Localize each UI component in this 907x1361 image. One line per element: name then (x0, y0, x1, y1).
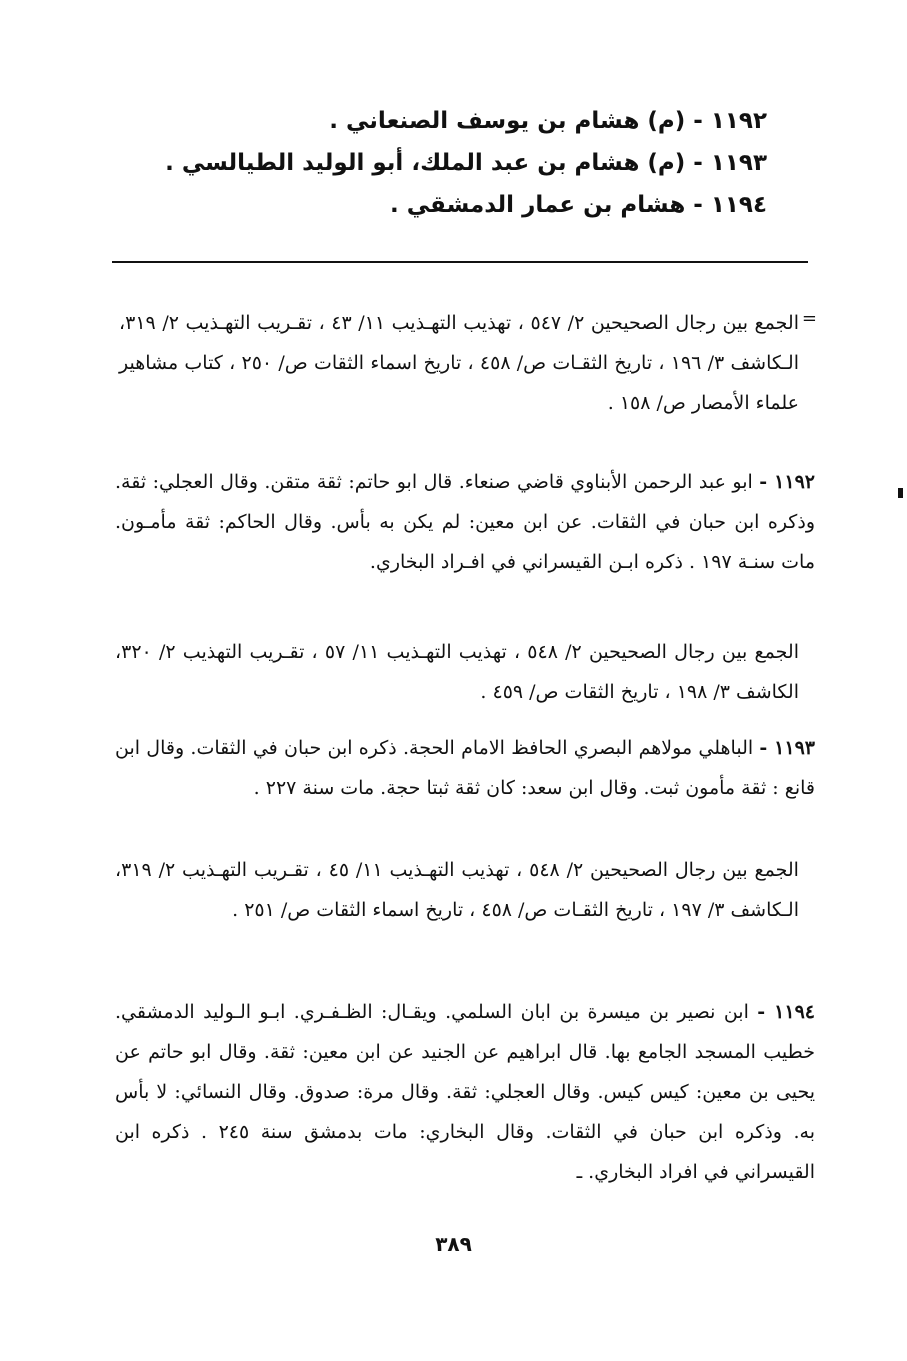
entry-text: الباهلي مولاهم البصري الحافظ الامام الحجة. ذكره ابن حبان في الثقات. وقال ابن قانع : ثقة مأمون ثبت. وقال ابن سعد: كان ثقة ثبتا حجة. مات سنة ٢٢٧ . (115, 737, 815, 799)
divider-rule (112, 261, 808, 263)
page-number: ٣٨٩ (435, 1232, 472, 1256)
footnote-continuation-mark: = (801, 308, 817, 329)
entry-text: ابن نصير بن ميسرة بن ابان السلمي. ويقـال: الظـفـري. ابـو الـوليد الدمشقي. خطيب المسجد الجامع بها. قال ابراهيم عن الجنيد عن ابن معين: ثقة. وقال ابو حاتم عن يحيى بن معين: كيس كيس. وقال العجلي: ثقة. وقال مرة: صدوق. وقال النسائي: لا بأس به. وذكره ابن حبان في الثقات. وقال البخاري: مات بدمشق سنة ٢٤٥ . ذكره ابن القيسراني في افراد البخاري. ـ (115, 1001, 815, 1183)
entry-number: ١١٩٣ - (759, 737, 815, 759)
heading-1193: ١١٩٣ - (م) هشام بن عبد الملك، أبو الوليد الطيالسي . (165, 150, 767, 176)
entry-headings (107, 100, 767, 226)
entry-1192 (115, 462, 815, 582)
margin-mark (898, 488, 903, 498)
entry-number: ١١٩٢ - (759, 471, 815, 493)
entry-1192-references: الجمع بين رجال الصحيحين ٢/ ٥٤٨ ، تهذيب التهـذيب ١١/ ٥٧ ، تقـريب التهذيب ٢/ ٣٢٠، الكاشف ٣/ ١٩٨ ، تاريخ الثقات ص/ ٤٥٩ . (115, 641, 799, 703)
entry-text: ابو عبد الرحمن الأبناوي قاضي صنعاء. قال ابو حاتم: ثقة متقن. وقال العجلي: ثقة. وذكره ابن حبان في الثقات. عن ابن معين: لم يكن به بأس. وقال الحاكم: ثقة مأمـون. مات سنـة ١٩٧ . ذكره ابـن القيسراني في افـراد البخاري. (115, 471, 815, 573)
footnote-references: الجمع بين رجال الصحيحين ٢/ ٥٤٧ ، تهذيب التهـذيب ١١/ ٤٣ ، تقـريب التهـذيب ٢/ ٣١٩، الـكاشف ٣/ ١٩٦ ، تاريخ الثقـات ص/ ٤٥٨ ، تاريخ اسماء الثقات ص/ ٢٥٠ ، كتاب مشاهير علماء الأمصار ص/ ١٥٨ . (119, 312, 799, 414)
heading-1192: ١١٩٢ - (م) هشام بن يوسف الصنعاني . (329, 108, 767, 134)
heading-1194: ١١٩٤ - هشام بن عمار الدمشقي . (390, 192, 767, 218)
entry-number: ١١٩٤ - (757, 1001, 815, 1023)
entry-1193-references: الجمع بين رجال الصحيحين ٢/ ٥٤٨ ، تهذيب التهـذيب ١١/ ٤٥ ، تقـريب التهـذيب ٢/ ٣١٩، الـكاشف ٣/ ١٩٧ ، تاريخ الثقـات ص/ ٤٥٨ ، تاريخ اسماء الثقات ص/ ٢٥١ . (115, 859, 799, 921)
entry-1194 (115, 992, 815, 1192)
entry-1193 (115, 728, 815, 808)
